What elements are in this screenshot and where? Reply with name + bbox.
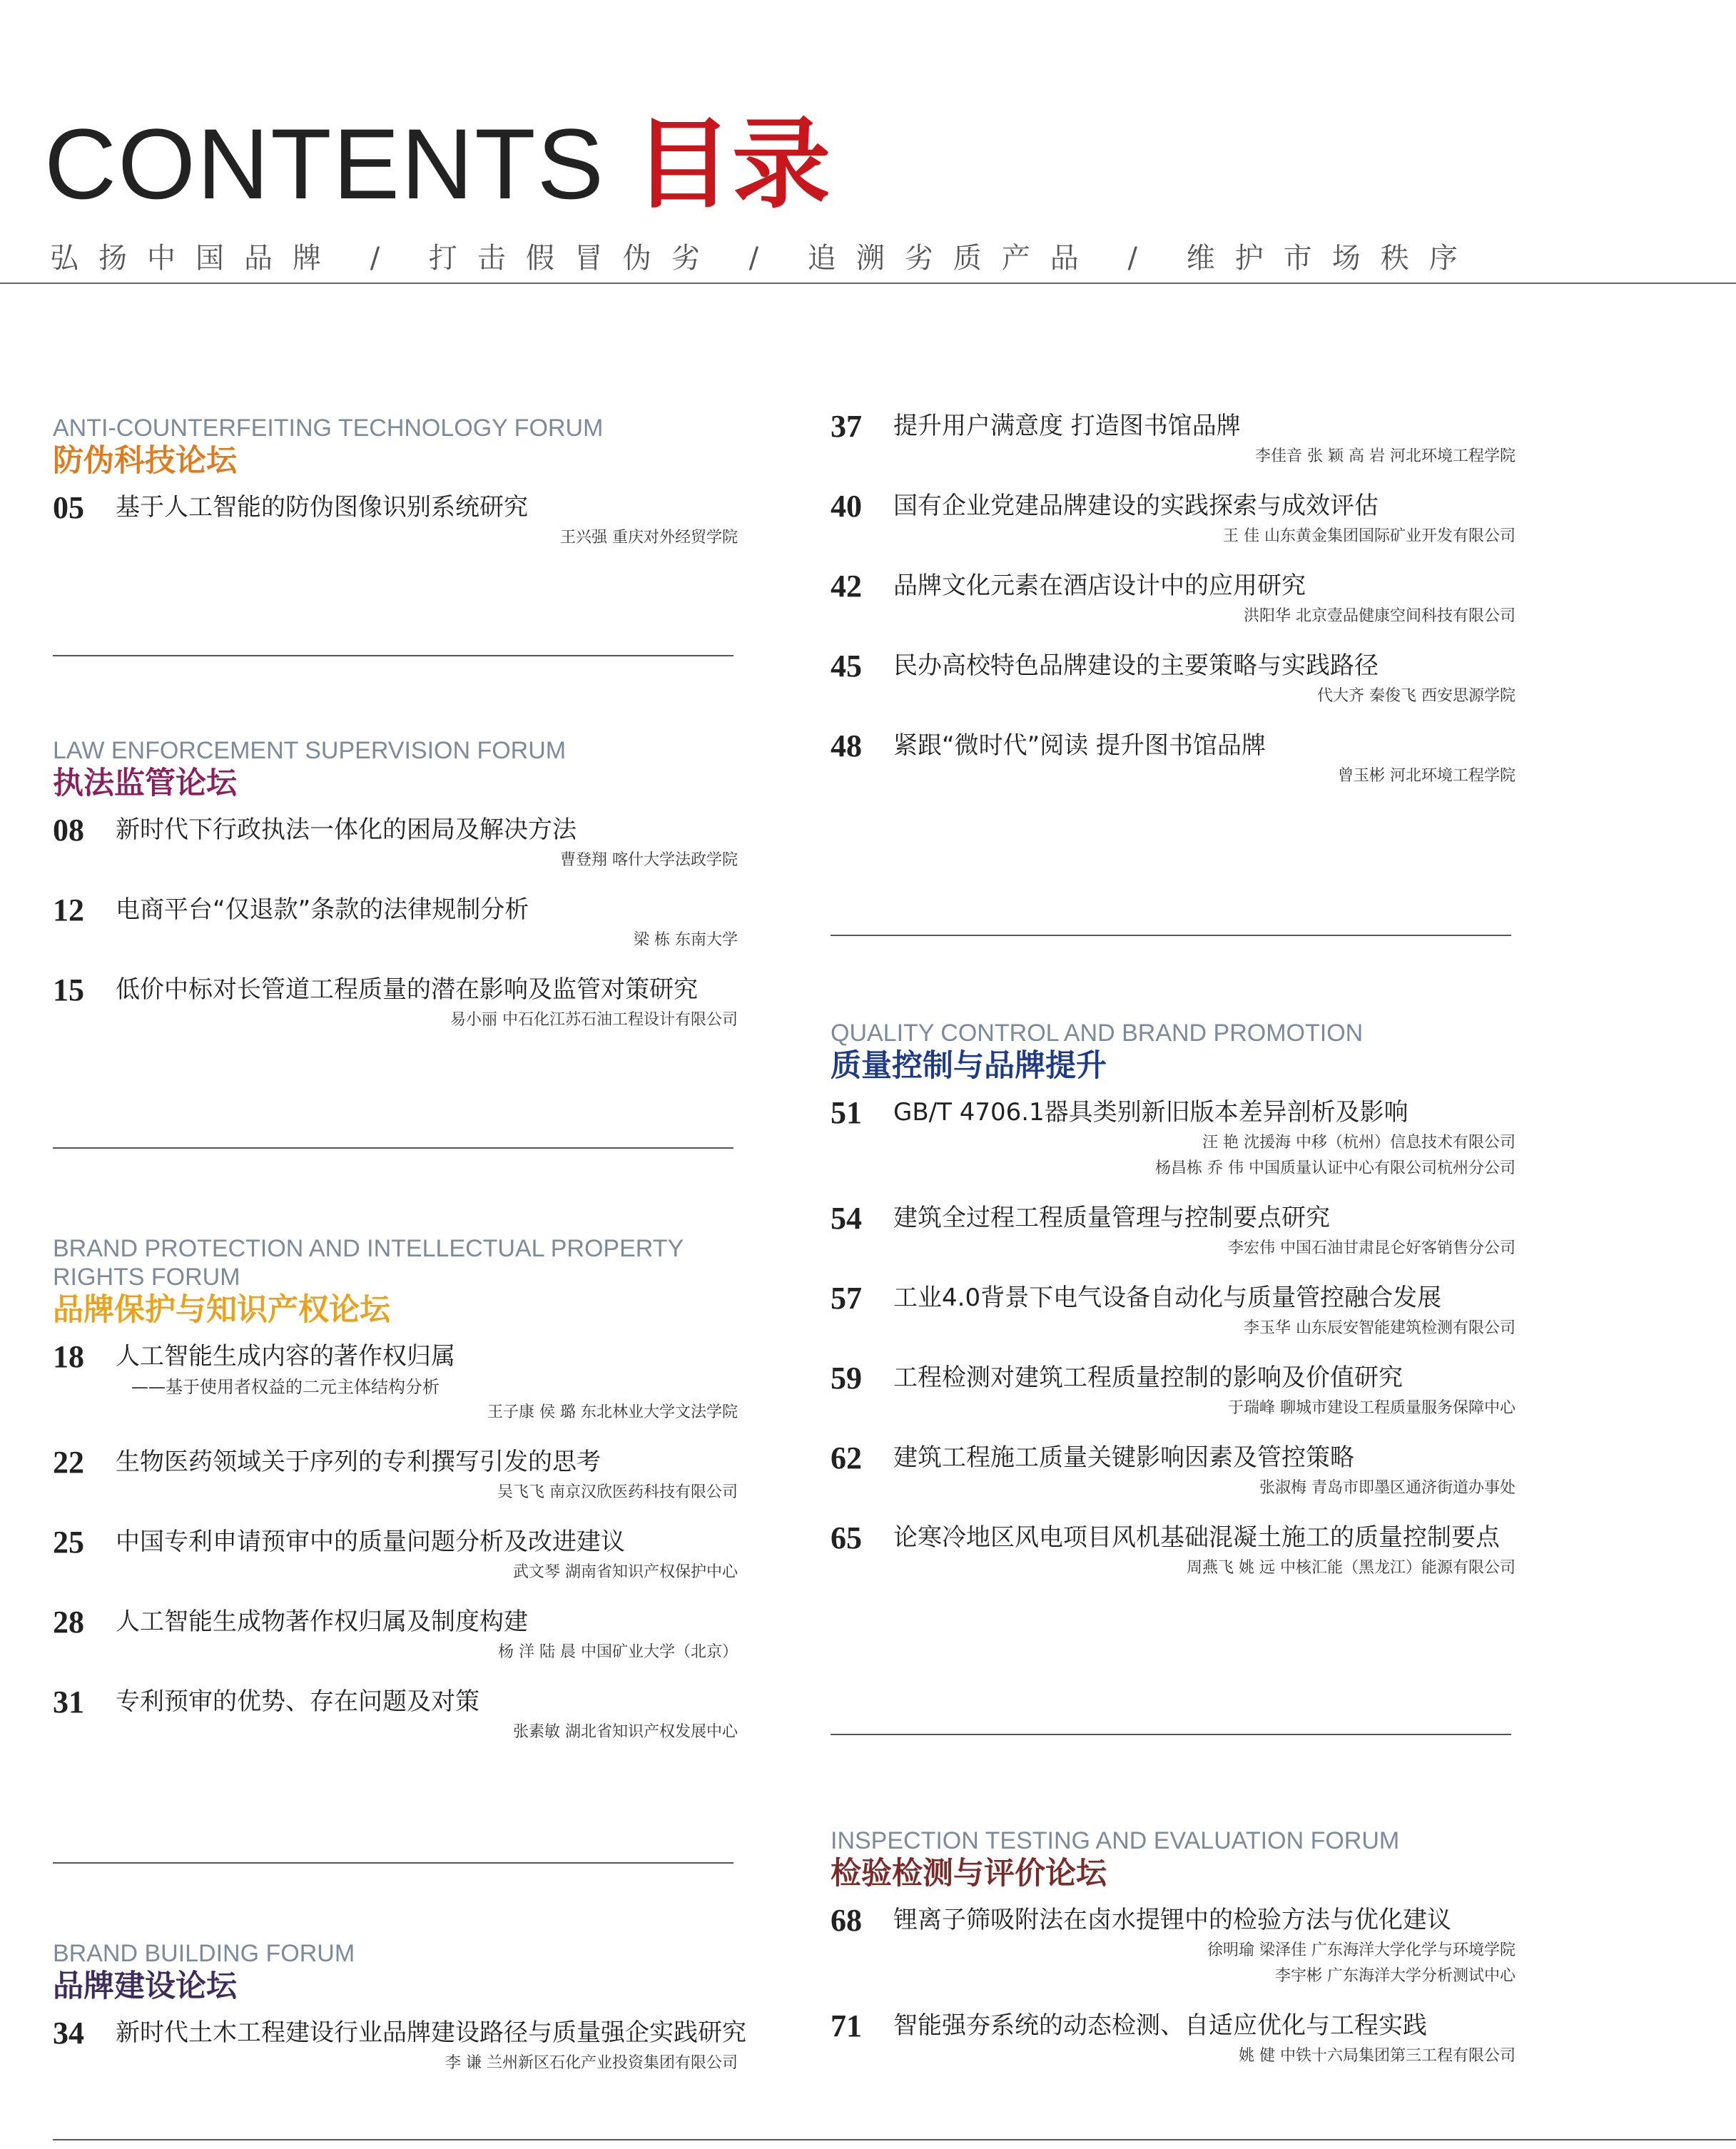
article-title: 电商平台“仅退款”条款的法律规制分析 bbox=[116, 895, 529, 924]
toc-entry[interactable] bbox=[53, 2015, 746, 2076]
section-title-en: LAW ENFORCEMENT SUPERVISION FORUM bbox=[53, 737, 567, 764]
page-number: 22 bbox=[53, 1445, 84, 1480]
toc-entry[interactable] bbox=[53, 1684, 738, 1745]
toc-entry[interactable] bbox=[53, 1604, 738, 1665]
section-divider bbox=[53, 655, 734, 656]
article-title: 提升用户满意度 打造图书馆品牌 bbox=[893, 412, 1241, 440]
article-title: 专利预审的优势、存在问题及对策 bbox=[116, 1687, 479, 1716]
slogan: 弘扬中国品牌 / 打击假冒伪劣 / 追溯劣质产品 / 维护市场秩序 bbox=[50, 242, 1478, 275]
page-number: 71 bbox=[831, 2008, 862, 2043]
toc-entry[interactable] bbox=[53, 1524, 738, 1585]
section-title-zh: 防伪科技论坛 bbox=[53, 443, 237, 479]
section-title-en: QUALITY CONTROL AND BRAND PROMOTION bbox=[831, 1020, 1364, 1047]
article-authors: 易小丽 中石化江苏石油工程设计有限公司 bbox=[450, 1011, 738, 1029]
article-authors: 于瑞峰 聊城市建设工程质量服务保障中心 bbox=[1228, 1399, 1516, 1417]
article-authors: 洪阳华 北京壹品健康空间科技有限公司 bbox=[1244, 607, 1516, 625]
section-divider bbox=[53, 1147, 734, 1149]
article-authors: 杨 洋 陆 晨 中国矿业大学（北京） bbox=[498, 1643, 738, 1661]
section-anti-counterfeiting bbox=[53, 414, 738, 569]
toc-entry[interactable] bbox=[831, 1280, 1516, 1341]
title-chinese: 目录 bbox=[634, 107, 831, 222]
toc-entry[interactable] bbox=[831, 1094, 1516, 1182]
section-brand-building bbox=[53, 1939, 746, 2095]
article-authors: 姚 健 中铁十六局集团第三工程有限公司 bbox=[1239, 2047, 1516, 2065]
article-title: 紧跟“微时代”阅读 提升图书馆品牌 bbox=[893, 731, 1267, 760]
toc-entry[interactable] bbox=[53, 489, 738, 551]
section-law-enforcement bbox=[53, 736, 738, 1052]
article-title: GB/T 4706.1器具类别新旧版本差异剖析及影响 bbox=[893, 1098, 1408, 1127]
article-title: 新时代下行政执法一体化的困局及解决方法 bbox=[116, 816, 577, 844]
article-authors: 王兴强 重庆对外经贸学院 bbox=[560, 529, 738, 547]
page-number: 54 bbox=[831, 1201, 862, 1236]
article-authors: 周燕飞 姚 远 中核汇能（黑龙江）能源有限公司 bbox=[1187, 1559, 1516, 1577]
article-title: 品牌文化元素在酒店设计中的应用研究 bbox=[893, 571, 1306, 600]
toc-entry[interactable] bbox=[831, 728, 1516, 789]
header-divider bbox=[0, 283, 1736, 284]
toc-entry[interactable] bbox=[53, 1338, 738, 1426]
page-number: 31 bbox=[53, 1685, 84, 1719]
article-authors: 李宏伟 中国石油甘肃昆仑好客销售分公司 bbox=[1228, 1239, 1516, 1257]
section-title-zh: 品牌保护与知识产权论坛 bbox=[53, 1292, 390, 1328]
article-authors: 张淑梅 青岛市即墨区通济街道办事处 bbox=[1259, 1479, 1516, 1497]
page-number: 34 bbox=[53, 2016, 84, 2051]
article-title: 民办高校特色品牌建设的主要策略与实践路径 bbox=[893, 651, 1379, 680]
page-number: 08 bbox=[53, 813, 84, 848]
section-title-en: BRAND PROTECTION AND INTELLECTUAL PROPERTY RIGHTS FORUM bbox=[53, 1235, 684, 1291]
page-number: 45 bbox=[831, 649, 862, 684]
page-number: 62 bbox=[831, 1441, 862, 1475]
section-quality-control bbox=[831, 1019, 1516, 1600]
article-title: 新时代土木工程建设行业品牌建设路径与质量强企实践研究 bbox=[116, 2018, 746, 2047]
article-authors: 徐明瑜 梁泽佳 广东海洋大学化学与环境学院 bbox=[1207, 1941, 1516, 1959]
page-number: 05 bbox=[53, 490, 84, 525]
article-title: 低价中标对长管道工程质量的潜在影响及监管对策研究 bbox=[116, 975, 698, 1004]
toc-entry[interactable] bbox=[53, 1444, 738, 1505]
page-number: 59 bbox=[831, 1361, 862, 1396]
toc-entry[interactable] bbox=[831, 408, 1516, 469]
article-authors: 李玉华 山东辰安智能建筑检测有限公司 bbox=[1244, 1319, 1516, 1337]
article-title: 智能强夯系统的动态检测、自适应优化与工程实践 bbox=[893, 2011, 1427, 2040]
page-number: 68 bbox=[831, 1903, 862, 1938]
article-authors: 梁 栋 东南大学 bbox=[634, 931, 738, 949]
toc-entry[interactable] bbox=[53, 892, 738, 953]
article-title: 论寒冷地区风电项目风机基础混凝土施工的质量控制要点 bbox=[893, 1523, 1500, 1552]
article-authors: 汪 艳 沈援海 中移（杭州）信息技术有限公司 bbox=[1202, 1134, 1516, 1152]
article-authors: 李佳音 张 颖 高 岩 河北环境工程学院 bbox=[1255, 447, 1516, 465]
article-authors: 李宇彬 广东海洋大学分析测试中心 bbox=[1275, 1967, 1516, 1985]
section-title-zh: 执法监管论坛 bbox=[53, 766, 237, 801]
toc-entry[interactable] bbox=[831, 488, 1516, 549]
page-number: 42 bbox=[831, 569, 862, 604]
article-authors: 王 佳 山东黄金集团国际矿业开发有限公司 bbox=[1223, 527, 1516, 545]
toc-entry[interactable] bbox=[831, 568, 1516, 629]
page-number: 28 bbox=[53, 1605, 84, 1640]
footer-divider bbox=[53, 2139, 1736, 2140]
page-number: 57 bbox=[831, 1281, 862, 1316]
article-title: 人工智能生成内容的著作权归属 bbox=[116, 1342, 455, 1371]
section-title-en: ANTI-COUNTERFEITING TECHNOLOGY FORUM bbox=[53, 415, 604, 442]
toc-entry[interactable] bbox=[831, 1520, 1516, 1581]
article-title: 生物医药领域关于序列的专利撰写引发的思考 bbox=[116, 1448, 601, 1476]
article-title: 中国专利申请预审中的质量问题分析及改进建议 bbox=[116, 1528, 625, 1556]
article-title: 建筑全过程工程质量管理与控制要点研究 bbox=[893, 1204, 1330, 1232]
article-authors: 杨昌栋 乔 伟 中国质量认证中心有限公司杭州分公司 bbox=[1155, 1159, 1516, 1177]
article-title: 工业4.0背景下电气设备自动化与质量管控融合发展 bbox=[893, 1284, 1442, 1312]
toc-entry[interactable] bbox=[831, 1902, 1516, 1989]
page-number: 15 bbox=[53, 972, 84, 1007]
section-divider bbox=[53, 1862, 734, 1864]
article-title: 国有企业党建品牌建设的实践探索与成效评估 bbox=[893, 492, 1379, 520]
article-title: 工程检测对建筑工程质量控制的影响及价值研究 bbox=[893, 1363, 1403, 1392]
article-title: 人工智能生成物著作权归属及制度构建 bbox=[116, 1607, 528, 1636]
article-authors: 曾玉彬 河北环境工程学院 bbox=[1338, 767, 1516, 785]
page-number: 25 bbox=[53, 1525, 84, 1560]
section-title-en: INSPECTION TESTING AND EVALUATION FORUM bbox=[831, 1827, 1400, 1854]
article-authors: 武文琴 湖南省知识产权保护中心 bbox=[513, 1563, 738, 1581]
toc-entry[interactable] bbox=[831, 2008, 1516, 2069]
section-brand-building-continued bbox=[831, 408, 1516, 808]
section-divider bbox=[831, 935, 1511, 936]
article-authors: 曹登翔 喀什大学法政学院 bbox=[560, 851, 738, 869]
article-authors: 代大齐 秦俊飞 西安思源学院 bbox=[1317, 687, 1516, 705]
page-number: 37 bbox=[831, 409, 862, 444]
toc-entry[interactable] bbox=[53, 812, 738, 873]
page-number: 40 bbox=[831, 489, 862, 524]
article-authors: 李 谦 兰州新区石化产业投资集团有限公司 bbox=[445, 2054, 738, 2072]
toc-entry[interactable] bbox=[53, 972, 738, 1033]
section-divider bbox=[831, 1734, 1511, 1735]
section-title-zh: 质量控制与品牌提升 bbox=[831, 1048, 1107, 1084]
section-title-zh: 检验检测与评价论坛 bbox=[831, 1856, 1107, 1891]
toc-entry[interactable] bbox=[831, 1360, 1516, 1421]
toc-entry[interactable] bbox=[831, 1440, 1516, 1501]
page-title bbox=[44, 107, 831, 221]
article-authors: 王子康 侯 璐 东北林业大学文法学院 bbox=[487, 1403, 738, 1421]
page-number: 12 bbox=[53, 893, 84, 928]
page-number: 51 bbox=[831, 1095, 862, 1130]
toc-entry[interactable] bbox=[831, 648, 1516, 709]
article-authors: 吴飞飞 南京汉欣医药科技有限公司 bbox=[497, 1483, 738, 1501]
article-subtitle: ——基于使用者权益的二元主体结构分析 bbox=[131, 1377, 440, 1397]
article-authors: 张素敏 湖北省知识产权发展中心 bbox=[513, 1723, 738, 1741]
title-english: CONTENTS bbox=[44, 108, 605, 220]
page-number: 65 bbox=[831, 1520, 862, 1555]
page-number: 48 bbox=[831, 728, 862, 763]
article-title: 基于人工智能的防伪图像识别系统研究 bbox=[116, 493, 528, 522]
section-title-zh: 品牌建设论坛 bbox=[53, 1968, 237, 2004]
section-title-en: BRAND BUILDING FORUM bbox=[53, 1940, 355, 1967]
toc-entry[interactable] bbox=[831, 1200, 1516, 1261]
page-number: 18 bbox=[53, 1339, 84, 1374]
section-inspection bbox=[831, 1827, 1516, 2088]
section-brand-protection bbox=[53, 1234, 738, 1764]
article-title: 锂离子筛吸附法在卤水提锂中的检验方法与优化建议 bbox=[893, 1906, 1451, 1934]
article-title: 建筑工程施工质量关键影响因素及管控策略 bbox=[893, 1443, 1354, 1472]
